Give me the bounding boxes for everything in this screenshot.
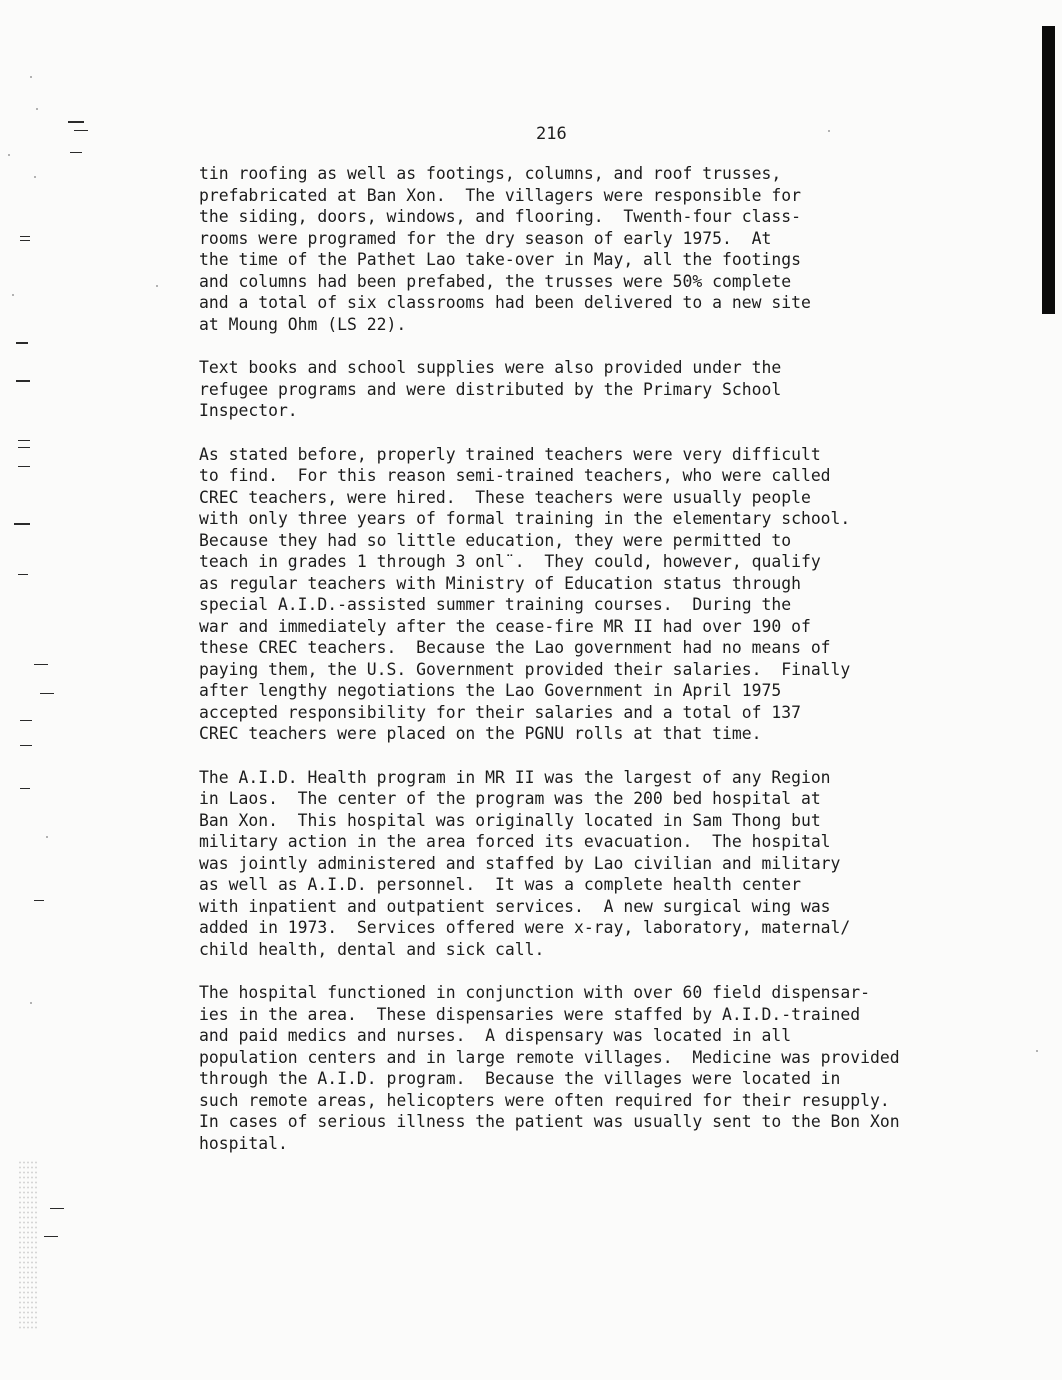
text-line: The hospital functioned in conjunction with over 60 field dispensar- — [199, 983, 871, 1002]
text-line: and paid medics and nurses. A dispensary was located in all — [199, 1026, 792, 1045]
text-line: Ban Xon. This hospital was originally located in Sam Thong but — [199, 810, 821, 830]
margin-mark — [20, 745, 32, 746]
text-line: accepted responsibility for their salaries and a total of 137 — [199, 702, 801, 722]
text-line: prefabricated at Ban Xon. The villagers were responsible for — [199, 185, 801, 205]
text-line: as well as A.I.D. personnel. It was a complete health center — [199, 875, 801, 894]
margin-mark — [20, 720, 32, 721]
paragraph — [199, 444, 999, 745]
text-line: In cases of serious illness the patient was usually sent to the Bon Xon — [199, 1112, 900, 1131]
margin-mark — [68, 121, 84, 123]
margin-mark — [74, 130, 88, 131]
margin-mark — [44, 1236, 58, 1237]
text-line: at Moung Ohm (LS 22). — [199, 314, 407, 334]
text-line: and columns had been prefabed, the trusses were 50% complete — [199, 271, 792, 291]
text-line: and a total of six classrooms had been delivered to a new site — [199, 293, 811, 312]
text-line: after lengthy negotiations the Lao Government in April 1975 — [199, 681, 782, 700]
text-line: population centers and in large remote villages. Medicine was provided — [199, 1047, 900, 1067]
scan-edge-bar — [1042, 26, 1055, 314]
text-line: the siding, doors, windows, and flooring. Twenth-four class- — [199, 207, 801, 226]
margin-mark — [20, 240, 30, 241]
margin-mark — [40, 693, 54, 694]
text-line: tin roofing as well as footings, columns, and roof trusses, — [199, 164, 782, 183]
text-line: Text books and school supplies were also provided under the — [199, 358, 782, 377]
text-line: hospital. — [199, 1133, 288, 1153]
text-line: teach in grades 1 through 3 onl¨. They could, however, qualify — [199, 552, 821, 571]
text-line: CREC teachers, were hired. These teachers were usually people — [199, 487, 811, 507]
margin-mark — [70, 152, 82, 153]
text-line: refugee programs and were distributed by the Primary School — [199, 379, 782, 399]
scan-speckle — [828, 130, 830, 132]
margin-mark — [50, 1208, 64, 1209]
body-text — [199, 163, 999, 1176]
scan-speckle — [30, 1002, 32, 1004]
scan-speckle — [8, 154, 10, 156]
text-line: such remote areas, helicopters were often required for their resupply. — [199, 1090, 890, 1110]
text-line: rooms were programed for the dry season of early 1975. At — [199, 228, 772, 248]
text-line: in Laos. The center of the program was the 200 bed hospital at — [199, 789, 821, 808]
text-line: with inpatient and outpatient services. A new surgical wing was — [199, 896, 831, 916]
text-line: war and immediately after the cease-fire MR II had over 190 of — [199, 616, 811, 636]
text-line: ies in the area. These dispensaries were staffed by A.I.D.-trained — [199, 1004, 861, 1024]
paragraph — [199, 163, 999, 335]
page-number: 216 — [536, 124, 567, 144]
paragraph — [199, 982, 999, 1154]
text-line: child health, dental and sick call. — [199, 939, 545, 959]
margin-mark — [20, 788, 30, 789]
margin-mark — [18, 440, 30, 441]
text-line: these CREC teachers. Because the Lao government had no means of — [199, 638, 831, 657]
margin-mark — [20, 236, 30, 237]
text-line: to find. For this reason semi-trained teachers, who were called — [199, 466, 831, 485]
margin-mark — [18, 574, 28, 575]
margin-mark — [14, 523, 30, 525]
scan-noise — [18, 1160, 38, 1330]
scan-speckle — [30, 76, 32, 78]
text-line: the time of the Pathet Lao take-over in May, all the footings — [199, 250, 801, 269]
margin-mark — [18, 447, 30, 448]
text-line: was jointly administered and staffed by Lao civilian and military — [199, 853, 841, 873]
scan-speckle — [156, 285, 158, 287]
scan-speckle — [1036, 1050, 1038, 1052]
margin-mark — [16, 342, 28, 344]
margin-mark — [16, 380, 30, 382]
text-line: CREC teachers were placed on the PGNU rolls at that time. — [199, 724, 762, 743]
text-line: military action in the area forced its evacuation. The hospital — [199, 832, 831, 851]
margin-mark — [34, 664, 48, 665]
text-line: Because they had so little education, they were permitted to — [199, 530, 792, 550]
margin-mark — [18, 466, 30, 467]
paragraph — [199, 357, 999, 422]
text-line: special A.I.D.-assisted summer training courses. During the — [199, 595, 792, 614]
scan-speckle — [12, 294, 14, 296]
text-line: As stated before, properly trained teachers were very difficult — [199, 444, 821, 464]
margin-mark — [34, 900, 44, 901]
paragraph — [199, 767, 999, 961]
text-line: Inspector. — [199, 401, 298, 420]
scan-speckle — [46, 836, 48, 838]
scan-speckle — [36, 108, 38, 110]
text-line: added in 1973. Services offered were x-ray, laboratory, maternal/ — [199, 918, 851, 937]
text-line: paying them, the U.S. Government provided their salaries. Finally — [199, 659, 851, 679]
text-line: with only three years of formal training in the elementary school. — [199, 509, 851, 528]
scan-speckle — [34, 176, 36, 178]
text-line: The A.I.D. Health program in MR II was the largest of any Region — [199, 767, 831, 787]
text-line: through the A.I.D. program. Because the villages were located in — [199, 1069, 841, 1088]
text-line: as regular teachers with Ministry of Education status through — [199, 573, 801, 593]
